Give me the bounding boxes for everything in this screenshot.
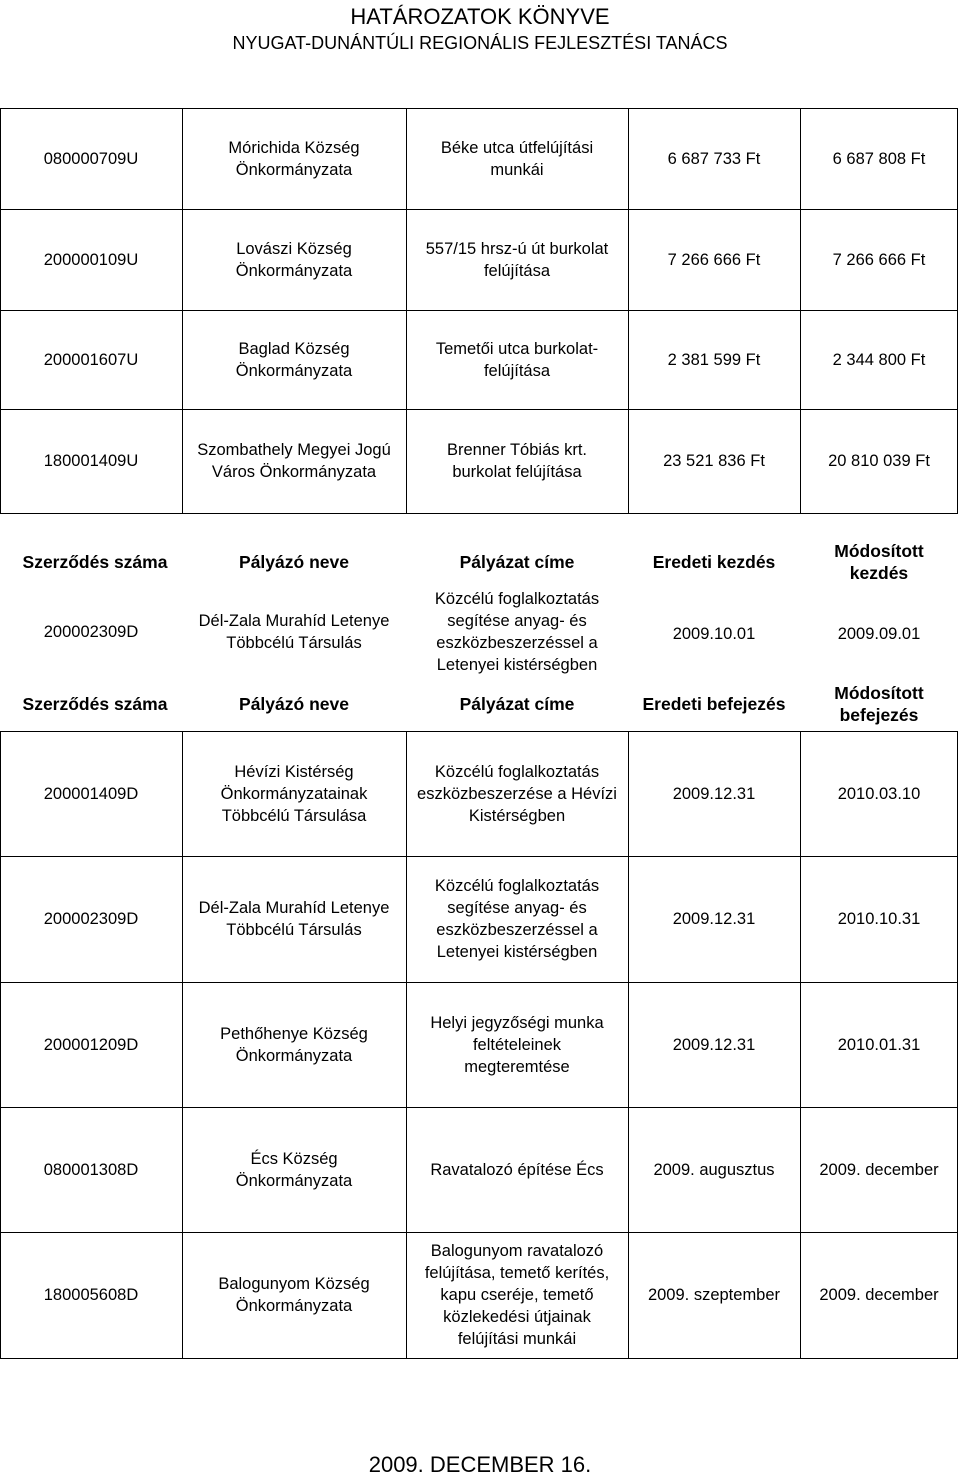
column-divider (406, 409, 407, 513)
table2-row-5-top-border (0, 1232, 958, 1233)
table1-row-4-project-title: Brenner Tóbiás krt. burkolat felújítása (446, 441, 587, 481)
table1-row-1-applicant-name: Mórichida Község Önkormányzata (228, 138, 360, 179)
column-divider (800, 1107, 801, 1232)
column-divider (406, 108, 407, 209)
column-divider (957, 108, 958, 209)
column-divider (800, 409, 801, 513)
column-divider (628, 409, 629, 513)
column-divider (182, 731, 183, 856)
column-divider (628, 731, 629, 856)
table1-row-2-contract-number: 200000109U (43, 250, 139, 269)
column-divider (182, 310, 183, 409)
column-divider (628, 108, 629, 209)
column-divider (406, 209, 407, 310)
table1-row-2-modified-value: 7 266 666 Ft (832, 250, 926, 269)
section-b-header-modified-value: Módosított befejezés (834, 683, 924, 725)
column-divider (182, 856, 183, 982)
column-divider (628, 209, 629, 310)
table2-row-2-contract-number: 200002309D (43, 910, 139, 928)
column-divider (628, 982, 629, 1107)
column-divider (800, 982, 801, 1107)
section-a-header-applicant-name: Pályázó neve (239, 552, 349, 572)
section-b-header-contract-number: Szerződés száma (22, 694, 168, 714)
table2-row-4-original-value: 2009. augusztus (653, 1160, 775, 1179)
table1-row-2-top-border (0, 209, 958, 210)
table1-row-3-contract-number: 200001607U (43, 350, 139, 369)
table1-row-1-project-title: Béke utca útfelújítási munkái (440, 138, 594, 179)
section-a-row-modified-value: 2009.09.01 (837, 625, 921, 643)
section-a-header-project-title: Pályázat címe (459, 552, 575, 572)
table1-row-2-applicant-name: Lovászi Község Önkormányzata (235, 239, 353, 280)
section-b-header-project-title: Pályázat címe (459, 694, 575, 714)
column-divider (182, 982, 183, 1107)
column-divider (406, 1232, 407, 1358)
table2-row-4-project-title: Ravatalozó építése Écs (430, 1160, 604, 1179)
table1-row-2-original-value: 7 266 666 Ft (667, 250, 761, 269)
column-divider (957, 856, 958, 982)
section-a-header-original-value: Eredeti kezdés (652, 552, 776, 572)
table2-row-5-bottom-border (0, 1358, 958, 1359)
column-divider (0, 1232, 1, 1358)
section-a-row-original-value: 2009.10.01 (672, 625, 756, 643)
table1-row-4-bottom-border (0, 513, 958, 514)
column-divider (628, 1232, 629, 1358)
column-divider (628, 310, 629, 409)
column-divider (957, 731, 958, 856)
column-divider (800, 310, 801, 409)
table2-row-5-applicant-name: Balogunyom Község Önkormányzata (218, 1275, 370, 1315)
column-divider (0, 731, 1, 856)
table2-row-3-top-border (0, 982, 958, 983)
table2-row-3-project-title: Helyi jegyzőségi munka feltételeinek megteremtése (430, 1013, 604, 1076)
section-a-row-applicant-name: Dél-Zala Murahíd Letenye Többcélú Társulás (198, 612, 390, 652)
table1-row-4-contract-number: 180001409U (43, 452, 139, 470)
document-subtitle: NYUGAT-DUNÁNTÚLI REGIONÁLIS FEJLESZTÉSI TANÁCS (232, 33, 728, 53)
column-divider (800, 108, 801, 209)
table1-row-4-modified-value: 20 810 039 Ft (828, 452, 930, 470)
table2-row-3-contract-number: 200001209D (43, 1035, 139, 1054)
table1-row-1-top-border (0, 108, 958, 109)
table2-row-4-top-border (0, 1107, 958, 1108)
table2-row-2-top-border (0, 856, 958, 857)
table2-row-2-applicant-name: Dél-Zala Murahíd Letenye Többcélú Társulás (198, 899, 390, 939)
table2-row-5-original-value: 2009. szeptember (647, 1286, 781, 1304)
table1-row-4-top-border (0, 409, 958, 410)
table2-row-1-applicant-name: Hévízi Kistérség Önkormányzatainak Többcélú Társulása (220, 762, 368, 825)
table2-row-3-modified-value: 2010.01.31 (837, 1035, 921, 1054)
column-divider (0, 310, 1, 409)
table2-row-5-project-title: Balogunyom ravatalozó felújítása, temető kerítés, kapu cseréje, temető közlekedési útjainak felújítási munkái (424, 1242, 610, 1348)
table2-row-3-original-value: 2009.12.31 (672, 1035, 756, 1054)
column-divider (182, 409, 183, 513)
table1-row-3-top-border (0, 310, 958, 311)
table2-row-1-original-value: 2009.12.31 (672, 784, 756, 803)
table1-row-3-original-value: 2 381 599 Ft (667, 350, 761, 369)
table2-row-2-original-value: 2009.12.31 (672, 910, 756, 928)
column-divider (800, 209, 801, 310)
column-divider (182, 108, 183, 209)
table2-row-1-project-title: Közcélú foglalkoztatás eszközbeszerzése a Hévízi Kistérségben (417, 762, 617, 825)
column-divider (957, 1232, 958, 1358)
column-divider (957, 1107, 958, 1232)
column-divider (406, 982, 407, 1107)
column-divider (0, 982, 1, 1107)
section-b-header-applicant-name: Pályázó neve (239, 694, 349, 714)
column-divider (182, 1107, 183, 1232)
table1-row-3-project-title: Temetői utca burkolat- felújítása (435, 339, 599, 380)
column-divider (0, 209, 1, 310)
table1-row-4-original-value: 23 521 836 Ft (663, 452, 765, 470)
table1-row-4-applicant-name: Szombathely Megyei Jogú Város Önkormányzata (197, 441, 391, 481)
column-divider (0, 409, 1, 513)
column-divider (957, 409, 958, 513)
table1-row-3-applicant-name: Baglad Község Önkormányzata (235, 339, 353, 380)
table2-row-5-modified-value: 2009. december (819, 1286, 939, 1304)
column-divider (957, 209, 958, 310)
column-divider (406, 856, 407, 982)
section-a-header-contract-number: Szerződés száma (22, 552, 168, 572)
table2-row-2-modified-value: 2010.10.31 (837, 910, 921, 928)
section-a-row-project-title: Közcélú foglalkoztatás segítése anyag- és eszközbeszerzéssel a Letenyei kistérségben (434, 590, 600, 674)
section-a-row-contract-number: 200002309D (43, 623, 139, 641)
column-divider (800, 731, 801, 856)
table2-row-4-applicant-name: Écs Község Önkormányzata (235, 1149, 353, 1190)
footer-date: 2009. DECEMBER 16. (368, 1452, 592, 1477)
table2-row-1-contract-number: 200001409D (43, 784, 139, 803)
table2-row-1-modified-value: 2010.03.10 (837, 784, 921, 803)
column-divider (628, 1107, 629, 1232)
column-divider (957, 310, 958, 409)
column-divider (0, 1107, 1, 1232)
column-divider (406, 731, 407, 856)
column-divider (800, 1232, 801, 1358)
document-title: HATÁROZATOK KÖNYVE (350, 4, 610, 29)
table2-row-2-project-title: Közcélú foglalkoztatás segítése anyag- és eszközbeszerzéssel a Letenyei kistérségben (434, 877, 600, 961)
table2-row-4-contract-number: 080001308D (43, 1160, 139, 1179)
table1-row-1-original-value: 6 687 733 Ft (667, 149, 761, 168)
column-divider (957, 982, 958, 1107)
section-a-header-modified-value: Módosított kezdés (834, 541, 924, 583)
column-divider (0, 856, 1, 982)
column-divider (406, 310, 407, 409)
column-divider (182, 1232, 183, 1358)
column-divider (406, 1107, 407, 1232)
table1-row-1-modified-value: 6 687 808 Ft (832, 149, 926, 168)
column-divider (628, 856, 629, 982)
column-divider (0, 108, 1, 209)
table2-row-1-top-border (0, 731, 958, 732)
table1-row-1-contract-number: 080000709U (43, 149, 139, 168)
column-divider (800, 856, 801, 982)
table2-row-3-applicant-name: Pethőhenye Község Önkormányzata (220, 1024, 368, 1065)
section-b-header-original-value: Eredeti befejezés (642, 694, 786, 714)
table1-row-2-project-title: 557/15 hrsz-ú út burkolat felújítása (425, 239, 609, 280)
table1-row-3-modified-value: 2 344 800 Ft (832, 350, 926, 369)
column-divider (182, 209, 183, 310)
table2-row-5-contract-number: 180005608D (43, 1286, 139, 1304)
table2-row-4-modified-value: 2009. december (819, 1160, 939, 1179)
